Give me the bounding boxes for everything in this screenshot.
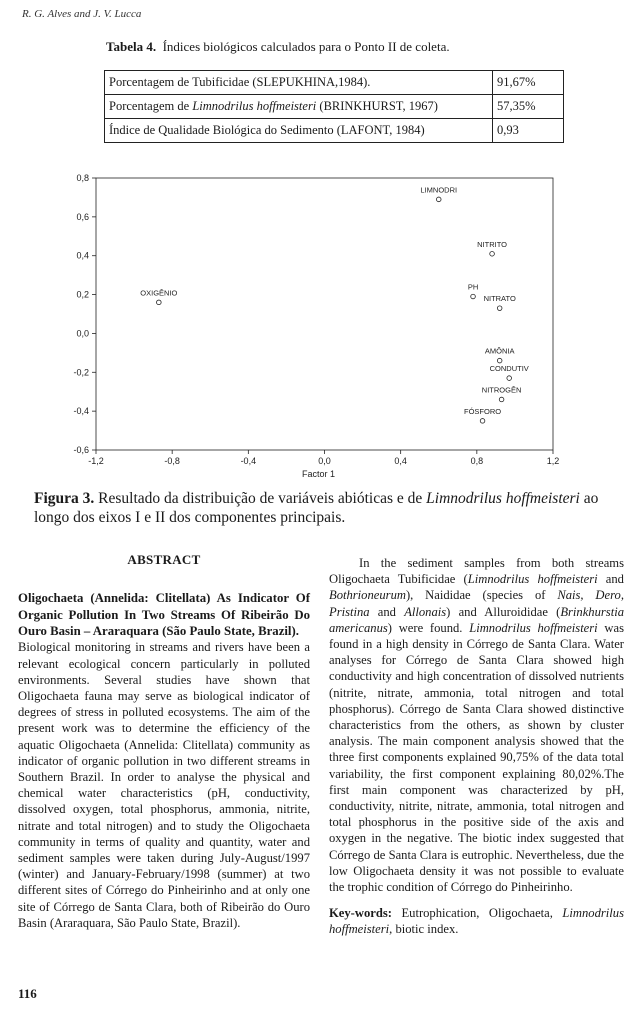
data-point (436, 197, 441, 202)
y-tick-label: -0,6 (73, 445, 89, 455)
data-point (471, 294, 476, 299)
point-label: NITRATO (483, 294, 516, 304)
point-label: NITROGÊN (481, 385, 522, 395)
pca-scatter-chart (58, 168, 578, 479)
paragraph-text: ), Naididae (species of (405, 588, 558, 603)
row-label-text: Porcentagem de (109, 99, 193, 113)
italic-term: Limnodrilus hoffmeisteri (467, 572, 598, 587)
italic-term: Limnodrilus hoffmeisteri (469, 620, 598, 635)
table-caption (106, 39, 450, 55)
table-row (105, 71, 564, 95)
table-cell-label (105, 71, 493, 95)
figure-caption-text: Resultado da distribuição de variáveis abióticas e de (94, 490, 427, 507)
y-tick-label: -0,2 (73, 367, 89, 378)
abstract-title: Oligochaeta (Annelida: Clitellata) As Indicator Of Organic Pollution In Two Streams Of Ribeirão Do Ouro Basin – Araraquara (São Paulo State, Brazil). (18, 591, 310, 639)
point-label: FÓSFORO (463, 406, 502, 416)
y-tick-label: 0,4 (76, 250, 89, 261)
point-label: LIMNODRI (420, 185, 458, 195)
point-label: NITRITO (477, 239, 508, 249)
paragraph-text: and (597, 572, 624, 587)
keywords-label: Key-words: (329, 906, 392, 921)
row-label-suffix: (BRINKHURST, 1967) (316, 99, 438, 113)
paragraph-text: and (369, 604, 405, 619)
x-tick-label: 0,0 (318, 456, 331, 466)
paragraph-text: was found in a high density in Córrego de Santa Clara. Water analyses for Córrego de Santa Clara showed high conductivity and high concentration of dissolved nutrients (nitrite, nitrate, ammonia, total nitrogen and total phosphorus). Córrego de Santa Clara showed distinctive characteristics from the others, as shown by cluster analysis. The main component analysis showed that the three first components explained 90,75% of the data total variability, the first component explaining 80,02%.The first main component was characterized by pH, conductivity, nitrite, nitrate, ammonia, total nitrogen and total phosphorus in the positive side of the axis and oxygen in the negative. The biotic index suggested that Córrego de Santa Clara is eutrophic. Nevertheless, due the low Oligochaeta density it was not possible to evaluate the trophic condition of Córrego do Pinheirinho. (329, 620, 625, 895)
paragraph-text: In the sediment samples from both streams Oligochaeta Tubificidae ( (329, 556, 624, 587)
data-point (490, 251, 495, 256)
table-cell-value: 91,67% (493, 71, 564, 95)
table-row (105, 119, 564, 143)
data-point (497, 306, 502, 311)
y-tick-label: 0,6 (76, 211, 89, 222)
y-tick-label: -0,4 (73, 406, 89, 417)
x-tick-label: 0,4 (394, 456, 407, 466)
data-point (157, 300, 162, 305)
table-caption-text: Índices biológicos calculados para o Ponto II de coleta. (162, 39, 450, 54)
paragraph-text: ) and Alluroididae ( (446, 604, 561, 619)
paragraph-text: ) were found. (387, 620, 470, 635)
abstract-results-paragraph (329, 555, 624, 895)
table-row (105, 95, 564, 119)
x-tick-label: -0,4 (240, 456, 257, 466)
table-cell-value: 0,93 (493, 119, 564, 143)
row-label-text: Porcentagem de Tubificidae (SLEPUKHINA,1984). (109, 75, 371, 89)
point-label: OXIGÊNIO (140, 288, 178, 298)
abstract-body: Biological monitoring in streams and rivers have been a relevant ecological concern particularly in polluted environments. Several studies have shown that Oligochaeta fauna may serve as biological indicator of degrees of stress in polluted ecosystems. The aim of the present work was to determine the efficiency of the aquatic Oligochaeta (Annelida: Clitellata) community as indicator of organic pollution in two different streams in Southern Brazil. In order to analyse the physical and chemical water characteristics (pH, conductivity, dissolved oxygen, total phosphorus, ammonia, nitrite, nitrate and total nitrogen) and to study the Oligochaeta community in terms of quality and quantity, water and sediment samples were taken during July-August/1997 (winter) and January-February/1998 (summer) at two different sites of Córrego do Pinheirinho and at only one site of Córrego de Santa Clara, both of Ribeirão do Ouro Basin (Araraquara, São Paulo State, Brazil). (18, 640, 310, 930)
data-point (480, 419, 485, 424)
running-head: R. G. Alves and J. V. Lucca (22, 8, 142, 20)
point-label: CONDUTIV (489, 364, 529, 374)
x-tick-label: 0,8 (470, 456, 484, 466)
y-tick-label: 0,2 (76, 289, 89, 300)
data-point (497, 358, 502, 363)
table-caption-label: Tabela 4. (106, 39, 157, 54)
data-point (499, 397, 504, 402)
italic-term: Brinkhurstia americanus (329, 604, 624, 635)
figure-caption (34, 489, 614, 527)
row-label-text: Índice de Qualidade Biológica do Sedimento (LAFONT, 1984) (109, 123, 425, 137)
figure-caption-suffix: ao longo dos eixos I e II dos componentes principais. (34, 490, 599, 526)
x-tick-label: 1,2 (546, 456, 560, 466)
table-cell-label (105, 119, 493, 143)
page-number: 116 (18, 986, 37, 1001)
abstract-heading: ABSTRACT (127, 552, 201, 567)
abstract-right-column (329, 555, 624, 938)
indices-table (104, 70, 564, 143)
italic-term: Bothrioneurum (329, 588, 406, 603)
point-label: AMÔNIA (484, 346, 515, 356)
x-tick-label: -0,8 (164, 456, 180, 466)
italic-term: Allonais (404, 604, 447, 619)
table-cell-label (105, 95, 493, 119)
abstract-left-column (18, 552, 310, 931)
keywords-text: Eutrophication, Oligochaeta, (391, 906, 563, 921)
figure-caption-label: Figura 3. (34, 490, 95, 507)
x-tick-label: -1,2 (88, 456, 104, 466)
point-label: PH (467, 282, 479, 292)
row-label-italic: Limnodrilus hoffmeisteri (192, 99, 317, 113)
keywords-species: Limnodrilus hoffmeisteri (329, 906, 624, 937)
italic-term: Nais, Dero, Pristina (329, 588, 624, 619)
y-tick-label: 0,0 (76, 328, 89, 339)
x-axis-label: Factor 1 (301, 469, 336, 479)
data-point (507, 376, 512, 381)
figure-caption-species: Limnodrilus hoffmeisteri (426, 490, 580, 507)
keywords-suffix: , biotic index. (389, 922, 459, 937)
table-cell-value: 57,35% (493, 95, 564, 119)
y-tick-label: 0,8 (76, 173, 89, 183)
keywords (329, 905, 624, 937)
